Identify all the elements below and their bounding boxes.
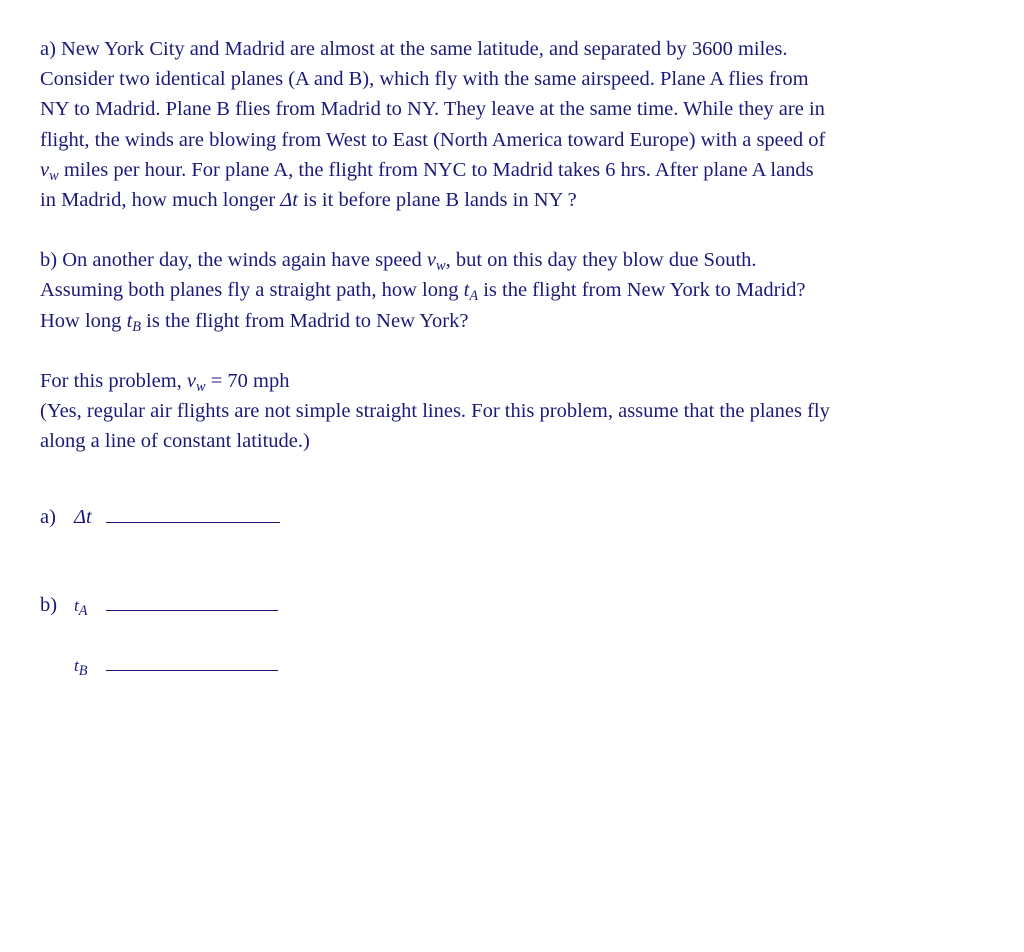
part-b-line-3: How long $t_B$ is the flight from Madrid to New York?	[40, 309, 469, 335]
part-a-line-2: Consider two identical planes (A and B), which fly with the same airspeed. Plane A flies from	[40, 68, 809, 91]
wind-speed-subscript: w	[49, 167, 59, 184]
answer-ta-blank[interactable]	[106, 596, 278, 611]
answer-a-blank[interactable]	[106, 508, 280, 523]
answer-row-ta	[40, 593, 278, 618]
part-b-paragraph	[40, 245, 980, 336]
problem-text	[40, 34, 980, 456]
answer-row-delta-t	[40, 505, 280, 529]
part-a-paragraph	[40, 34, 980, 215]
answer-ta-symbol: $t_A$	[74, 596, 88, 620]
note-line-1: (Yes, regular air flights are not simple straight lines. For this problem, assume that the planes fly	[40, 400, 830, 423]
part-a-line-6: in Madrid, how much longer Δt is it before plane B lands in NY ?	[40, 189, 577, 212]
answer-tb-symbol: $t_B$	[74, 656, 88, 680]
given-line: For this problem, $v_w = 70$ mph	[40, 369, 290, 395]
answer-tb-blank[interactable]	[106, 656, 278, 671]
answer-a-label: a)	[40, 506, 56, 528]
wind-speed-symbol: v	[40, 158, 50, 181]
answer-b-label: b)	[40, 594, 58, 616]
part-a-line-3: NY to Madrid. Plane B flies from Madrid to NY. They leave at the same time. While they are in	[40, 98, 825, 121]
delta-t-symbol: Δt	[280, 189, 298, 212]
note-line-2: along a line of constant latitude.)	[40, 430, 310, 453]
answer-row-tb	[40, 653, 278, 678]
part-a-line-4: flight, the winds are blowing from West to East (North America toward Europe) with a speed of	[40, 128, 826, 151]
answer-a-symbol: Δt	[74, 506, 92, 528]
part-b-line-2: Assuming both planes fly a straight path, how long $t_A$ is the flight from New York to Madrid?	[40, 279, 806, 305]
part-a-line-5: $v_w$ miles per hour. For plane A, the flight from NYC to Madrid takes 6 hrs. After plane A lands	[40, 158, 814, 184]
given-paragraph	[40, 366, 980, 457]
part-a-line-1: a) New York City and Madrid are almost at the same latitude, and separated by 3600 miles.	[40, 38, 788, 60]
part-b-line-1: b) On another day, the winds again have speed $v_w$, but on this day they blow due South.	[40, 249, 757, 275]
